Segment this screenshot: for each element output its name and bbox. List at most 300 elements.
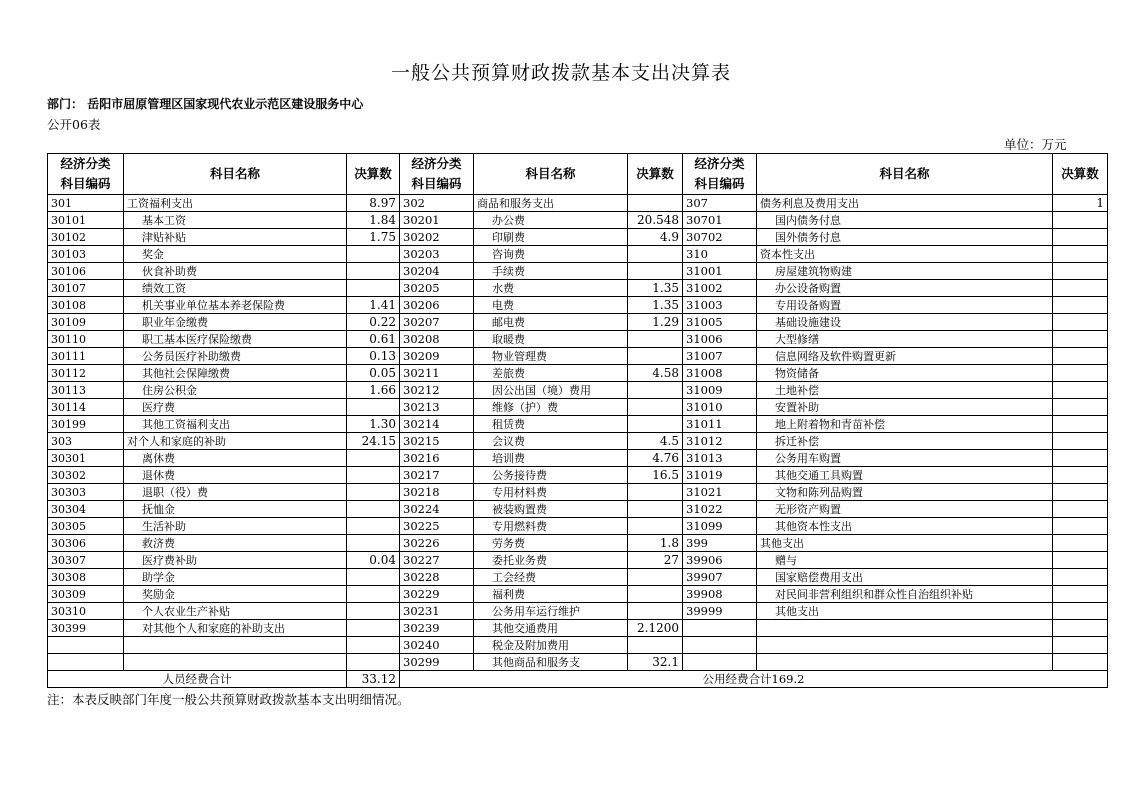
table-row	[48, 263, 1108, 280]
table-row	[48, 314, 1108, 331]
code-cell: 30225	[400, 518, 474, 535]
code-cell: 31001	[683, 263, 757, 280]
table-row	[48, 535, 1108, 552]
header-amount-1: 决算数	[347, 154, 400, 195]
amount-cell	[628, 637, 683, 654]
name-cell: 工资福利支出	[124, 195, 347, 212]
name-cell: 其他商品和服务支	[474, 654, 628, 671]
amount-cell	[1053, 331, 1108, 348]
name-cell: 商品和服务支出	[474, 195, 628, 212]
header-amount-3: 决算数	[1053, 154, 1108, 195]
code-cell: 301	[48, 195, 124, 212]
name-cell: 办公设备购置	[757, 280, 1053, 297]
amount-cell	[1053, 229, 1108, 246]
amount-cell: 1.75	[347, 229, 400, 246]
table-row	[48, 620, 1108, 637]
name-cell: 职工基本医疗保险缴费	[124, 331, 347, 348]
name-cell: 退休费	[124, 467, 347, 484]
amount-cell	[1053, 501, 1108, 518]
code-cell: 30201	[400, 212, 474, 229]
amount-cell: 4.58	[628, 365, 683, 382]
name-cell: 土地补偿	[757, 382, 1053, 399]
code-cell: 30101	[48, 212, 124, 229]
code-cell: 31021	[683, 484, 757, 501]
code-cell: 31013	[683, 450, 757, 467]
amount-cell	[628, 569, 683, 586]
name-cell: 基本工资	[124, 212, 347, 229]
name-cell: 其他工资福利支出	[124, 416, 347, 433]
amount-cell	[628, 518, 683, 535]
unit-label: 单位：万元	[1004, 137, 1067, 152]
code-cell: 30231	[400, 603, 474, 620]
amount-cell	[347, 569, 400, 586]
code-cell: 39908	[683, 586, 757, 603]
name-cell: 咨询费	[474, 246, 628, 263]
amount-cell	[1053, 433, 1108, 450]
amount-cell	[1053, 263, 1108, 280]
name-cell: 福利费	[474, 586, 628, 603]
name-cell: 其他资本性支出	[757, 518, 1053, 535]
amount-cell	[1053, 484, 1108, 501]
amount-cell	[1053, 620, 1108, 637]
table-row	[48, 654, 1108, 671]
table-row	[48, 450, 1108, 467]
amount-cell: 1.66	[347, 382, 400, 399]
name-cell: 被装购置费	[474, 501, 628, 518]
name-cell: 退职（役）费	[124, 484, 347, 501]
amount-cell	[1053, 569, 1108, 586]
amount-cell: 8.97	[347, 195, 400, 212]
amount-cell: 2.1200	[628, 620, 683, 637]
amount-cell	[628, 399, 683, 416]
name-cell: 其他交通费用	[474, 620, 628, 637]
code-cell: 31019	[683, 467, 757, 484]
code-cell: 31022	[683, 501, 757, 518]
name-cell: 助学金	[124, 569, 347, 586]
table-row	[48, 518, 1108, 535]
amount-cell	[347, 518, 400, 535]
amount-cell: 1.35	[628, 280, 683, 297]
amount-cell: 16.5	[628, 467, 683, 484]
amount-cell	[1053, 416, 1108, 433]
amount-cell: 4.5	[628, 433, 683, 450]
code-cell: 302	[400, 195, 474, 212]
code-cell: 31099	[683, 518, 757, 535]
name-cell: 医疗费补助	[124, 552, 347, 569]
code-cell: 31007	[683, 348, 757, 365]
code-cell: 31010	[683, 399, 757, 416]
department-label: 部门：	[47, 97, 84, 111]
code-cell: 31002	[683, 280, 757, 297]
name-cell: 物业管理费	[474, 348, 628, 365]
code-cell: 39907	[683, 569, 757, 586]
code-cell: 30217	[400, 467, 474, 484]
code-cell: 31003	[683, 297, 757, 314]
name-cell: 房屋建筑物购建	[757, 263, 1053, 280]
name-cell	[124, 637, 347, 654]
amount-cell	[347, 535, 400, 552]
name-cell: 国内债务付息	[757, 212, 1053, 229]
amount-cell: 1.84	[347, 212, 400, 229]
name-cell: 大型修缮	[757, 331, 1053, 348]
table-row	[48, 501, 1108, 518]
amount-cell	[1053, 212, 1108, 229]
code-cell: 30226	[400, 535, 474, 552]
name-cell: 公务用车购置	[757, 450, 1053, 467]
amount-cell: 4.76	[628, 450, 683, 467]
name-cell: 工会经费	[474, 569, 628, 586]
name-cell: 维修（护）费	[474, 399, 628, 416]
public-total	[400, 671, 1108, 688]
amount-cell: 1	[1053, 195, 1108, 212]
amount-cell	[628, 263, 683, 280]
name-cell: 对个人和家庭的补助	[124, 433, 347, 450]
amount-cell	[1053, 586, 1108, 603]
name-cell: 对其他个人和家庭的补助支出	[124, 620, 347, 637]
code-cell	[48, 637, 124, 654]
header-code-3: 经济分类 科目编码	[683, 154, 757, 195]
amount-cell	[347, 586, 400, 603]
name-cell: 拆迁补偿	[757, 433, 1053, 450]
name-cell: 取暖费	[474, 331, 628, 348]
code-cell: 30308	[48, 569, 124, 586]
header-name-1: 科目名称	[124, 154, 347, 195]
table-row	[48, 586, 1108, 603]
name-cell: 手续费	[474, 263, 628, 280]
table-row	[48, 467, 1108, 484]
amount-cell	[347, 654, 400, 671]
name-cell: 赠与	[757, 552, 1053, 569]
name-cell	[124, 654, 347, 671]
table-row	[48, 280, 1108, 297]
amount-cell	[1053, 467, 1108, 484]
code-cell: 30110	[48, 331, 124, 348]
code-cell: 30212	[400, 382, 474, 399]
name-cell: 国外债务付息	[757, 229, 1053, 246]
amount-cell	[347, 450, 400, 467]
amount-cell	[347, 263, 400, 280]
amount-cell	[1053, 535, 1108, 552]
code-cell: 30112	[48, 365, 124, 382]
name-cell: 物资储备	[757, 365, 1053, 382]
amount-cell: 0.22	[347, 314, 400, 331]
code-cell	[48, 654, 124, 671]
name-cell: 债务利息及费用支出	[757, 195, 1053, 212]
name-cell: 抚恤金	[124, 501, 347, 518]
table-header-row	[48, 154, 1108, 195]
code-cell: 30702	[683, 229, 757, 246]
amount-cell: 1.41	[347, 297, 400, 314]
code-cell: 30203	[400, 246, 474, 263]
code-cell: 30309	[48, 586, 124, 603]
code-cell	[683, 620, 757, 637]
code-cell: 399	[683, 535, 757, 552]
name-cell: 信息网络及软件购置更新	[757, 348, 1053, 365]
name-cell: 专用设备购置	[757, 297, 1053, 314]
amount-cell	[1053, 348, 1108, 365]
amount-cell	[628, 501, 683, 518]
name-cell: 生活补助	[124, 518, 347, 535]
code-cell: 39906	[683, 552, 757, 569]
table-body	[48, 195, 1108, 671]
code-cell: 30109	[48, 314, 124, 331]
amount-cell	[1053, 297, 1108, 314]
name-cell: 印刷费	[474, 229, 628, 246]
table-row	[48, 569, 1108, 586]
amount-cell	[347, 399, 400, 416]
code-cell: 31009	[683, 382, 757, 399]
code-cell: 307	[683, 195, 757, 212]
code-cell: 30302	[48, 467, 124, 484]
code-cell: 30303	[48, 484, 124, 501]
header-code-2: 经济分类 科目编码	[400, 154, 474, 195]
name-cell: 委托业务费	[474, 552, 628, 569]
code-cell: 30103	[48, 246, 124, 263]
public-total-label: 公用经费合计	[702, 671, 772, 686]
code-cell: 30399	[48, 620, 124, 637]
code-cell: 30701	[683, 212, 757, 229]
name-cell: 国家赔偿费用支出	[757, 569, 1053, 586]
name-cell	[757, 654, 1053, 671]
code-cell: 30310	[48, 603, 124, 620]
amount-cell	[347, 637, 400, 654]
code-cell: 30204	[400, 263, 474, 280]
amount-cell	[347, 501, 400, 518]
amount-cell: 27	[628, 552, 683, 569]
name-cell: 救济费	[124, 535, 347, 552]
amount-cell: 32.1	[628, 654, 683, 671]
amount-cell: 24.15	[347, 433, 400, 450]
form-number: 公开06表	[47, 117, 101, 132]
code-cell: 30227	[400, 552, 474, 569]
table-row	[48, 484, 1108, 501]
code-cell: 30215	[400, 433, 474, 450]
personnel-total-label: 人员经费合计	[48, 671, 347, 688]
table-row	[48, 552, 1108, 569]
amount-cell	[1053, 280, 1108, 297]
amount-cell	[628, 382, 683, 399]
department-name: 岳阳市屈原管理区国家现代农业示范区建设服务中心	[87, 97, 364, 111]
code-cell: 30208	[400, 331, 474, 348]
amount-cell	[1053, 450, 1108, 467]
name-cell: 医疗费	[124, 399, 347, 416]
header-name-2: 科目名称	[474, 154, 628, 195]
code-cell: 30106	[48, 263, 124, 280]
name-cell	[757, 620, 1053, 637]
name-cell: 资本性支出	[757, 246, 1053, 263]
name-cell: 安置补助	[757, 399, 1053, 416]
amount-cell	[628, 195, 683, 212]
amount-cell	[628, 603, 683, 620]
table-row	[48, 382, 1108, 399]
table-row	[48, 603, 1108, 620]
code-cell: 30214	[400, 416, 474, 433]
name-cell: 伙食补助费	[124, 263, 347, 280]
amount-cell	[628, 331, 683, 348]
amount-cell	[628, 484, 683, 501]
page-title: 一般公共预算财政拨款基本支出决算表	[390, 62, 731, 84]
code-cell: 30102	[48, 229, 124, 246]
name-cell: 其他社会保障缴费	[124, 365, 347, 382]
code-cell: 39999	[683, 603, 757, 620]
department-line	[47, 95, 363, 112]
table-row	[48, 195, 1108, 212]
amount-cell	[1053, 399, 1108, 416]
code-cell: 30108	[48, 297, 124, 314]
code-cell: 30205	[400, 280, 474, 297]
table-row	[48, 348, 1108, 365]
amount-cell: 4.9	[628, 229, 683, 246]
name-cell: 公务接待费	[474, 467, 628, 484]
name-cell	[757, 637, 1053, 654]
code-cell: 31005	[683, 314, 757, 331]
amount-cell: 1.35	[628, 297, 683, 314]
code-cell: 303	[48, 433, 124, 450]
name-cell: 公务用车运行维护	[474, 603, 628, 620]
amount-cell	[1053, 518, 1108, 535]
name-cell: 差旅费	[474, 365, 628, 382]
code-cell: 31006	[683, 331, 757, 348]
amount-cell	[347, 467, 400, 484]
code-cell: 30224	[400, 501, 474, 518]
amount-cell	[628, 246, 683, 263]
name-cell: 电费	[474, 297, 628, 314]
name-cell: 公务员医疗补助缴费	[124, 348, 347, 365]
amount-cell	[347, 620, 400, 637]
code-cell: 30218	[400, 484, 474, 501]
amount-cell: 0.13	[347, 348, 400, 365]
code-cell: 30299	[400, 654, 474, 671]
header-code-1: 经济分类 科目编码	[48, 154, 124, 195]
code-cell: 31012	[683, 433, 757, 450]
name-cell: 其他支出	[757, 535, 1053, 552]
code-cell: 30202	[400, 229, 474, 246]
code-cell: 30107	[48, 280, 124, 297]
code-cell: 30207	[400, 314, 474, 331]
table-row	[48, 229, 1108, 246]
code-cell: 30306	[48, 535, 124, 552]
amount-cell	[1053, 314, 1108, 331]
code-cell: 30199	[48, 416, 124, 433]
name-cell: 其他交通工具购置	[757, 467, 1053, 484]
code-cell: 31008	[683, 365, 757, 382]
amount-cell: 0.04	[347, 552, 400, 569]
name-cell: 办公费	[474, 212, 628, 229]
name-cell: 对民间非营利组织和群众性自治组织补贴	[757, 586, 1053, 603]
amount-cell	[1053, 552, 1108, 569]
name-cell: 专用材料费	[474, 484, 628, 501]
name-cell: 住房公积金	[124, 382, 347, 399]
name-cell: 会议费	[474, 433, 628, 450]
code-cell: 30113	[48, 382, 124, 399]
name-cell: 奖励金	[124, 586, 347, 603]
code-cell: 30305	[48, 518, 124, 535]
name-cell: 无形资产购置	[757, 501, 1053, 518]
table-row	[48, 399, 1108, 416]
amount-cell: 1.8	[628, 535, 683, 552]
code-cell: 30304	[48, 501, 124, 518]
table-row	[48, 433, 1108, 450]
amount-cell	[1053, 382, 1108, 399]
amount-cell	[628, 348, 683, 365]
expenditure-table	[47, 153, 1108, 688]
amount-cell: 1.30	[347, 416, 400, 433]
totals-row	[48, 671, 1108, 688]
name-cell: 劳务费	[474, 535, 628, 552]
amount-cell: 0.05	[347, 365, 400, 382]
table-row	[48, 416, 1108, 433]
name-cell: 离休费	[124, 450, 347, 467]
name-cell: 机关事业单位基本养老保险费	[124, 297, 347, 314]
amount-cell	[1053, 246, 1108, 263]
name-cell: 水费	[474, 280, 628, 297]
table-row	[48, 212, 1108, 229]
amount-cell	[347, 603, 400, 620]
code-cell	[683, 654, 757, 671]
amount-cell	[347, 280, 400, 297]
name-cell: 基础设施建设	[757, 314, 1053, 331]
code-cell: 30211	[400, 365, 474, 382]
code-cell: 30240	[400, 637, 474, 654]
header-name-3: 科目名称	[757, 154, 1053, 195]
name-cell: 文物和陈列品购置	[757, 484, 1053, 501]
code-cell: 31011	[683, 416, 757, 433]
name-cell: 租赁费	[474, 416, 628, 433]
name-cell: 因公出国（境）费用	[474, 382, 628, 399]
public-total-value: 169.2	[771, 671, 805, 686]
name-cell: 个人农业生产补贴	[124, 603, 347, 620]
code-cell: 30206	[400, 297, 474, 314]
code-cell: 30216	[400, 450, 474, 467]
name-cell: 地上附着物和青苗补偿	[757, 416, 1053, 433]
amount-cell	[628, 586, 683, 603]
code-cell: 30307	[48, 552, 124, 569]
amount-cell	[1053, 365, 1108, 382]
code-cell: 30229	[400, 586, 474, 603]
code-cell: 310	[683, 246, 757, 263]
amount-cell	[1053, 637, 1108, 654]
table-row	[48, 246, 1108, 263]
name-cell: 邮电费	[474, 314, 628, 331]
code-cell	[683, 637, 757, 654]
name-cell: 绩效工资	[124, 280, 347, 297]
code-cell: 30209	[400, 348, 474, 365]
amount-cell	[347, 484, 400, 501]
name-cell: 税金及附加费用	[474, 637, 628, 654]
code-cell: 30228	[400, 569, 474, 586]
code-cell: 30213	[400, 399, 474, 416]
header-amount-2: 决算数	[628, 154, 683, 195]
name-cell: 奖金	[124, 246, 347, 263]
code-cell: 30301	[48, 450, 124, 467]
code-cell: 30239	[400, 620, 474, 637]
table-row	[48, 297, 1108, 314]
amount-cell	[1053, 603, 1108, 620]
amount-cell	[1053, 654, 1108, 671]
code-cell: 30111	[48, 348, 124, 365]
amount-cell: 0.61	[347, 331, 400, 348]
name-cell: 职业年金缴费	[124, 314, 347, 331]
table-row	[48, 331, 1108, 348]
personnel-total-value: 33.12	[347, 671, 400, 688]
code-cell: 30114	[48, 399, 124, 416]
name-cell: 培训费	[474, 450, 628, 467]
name-cell: 其他支出	[757, 603, 1053, 620]
amount-cell	[628, 416, 683, 433]
name-cell: 津贴补贴	[124, 229, 347, 246]
name-cell: 专用燃料费	[474, 518, 628, 535]
amount-cell: 1.29	[628, 314, 683, 331]
